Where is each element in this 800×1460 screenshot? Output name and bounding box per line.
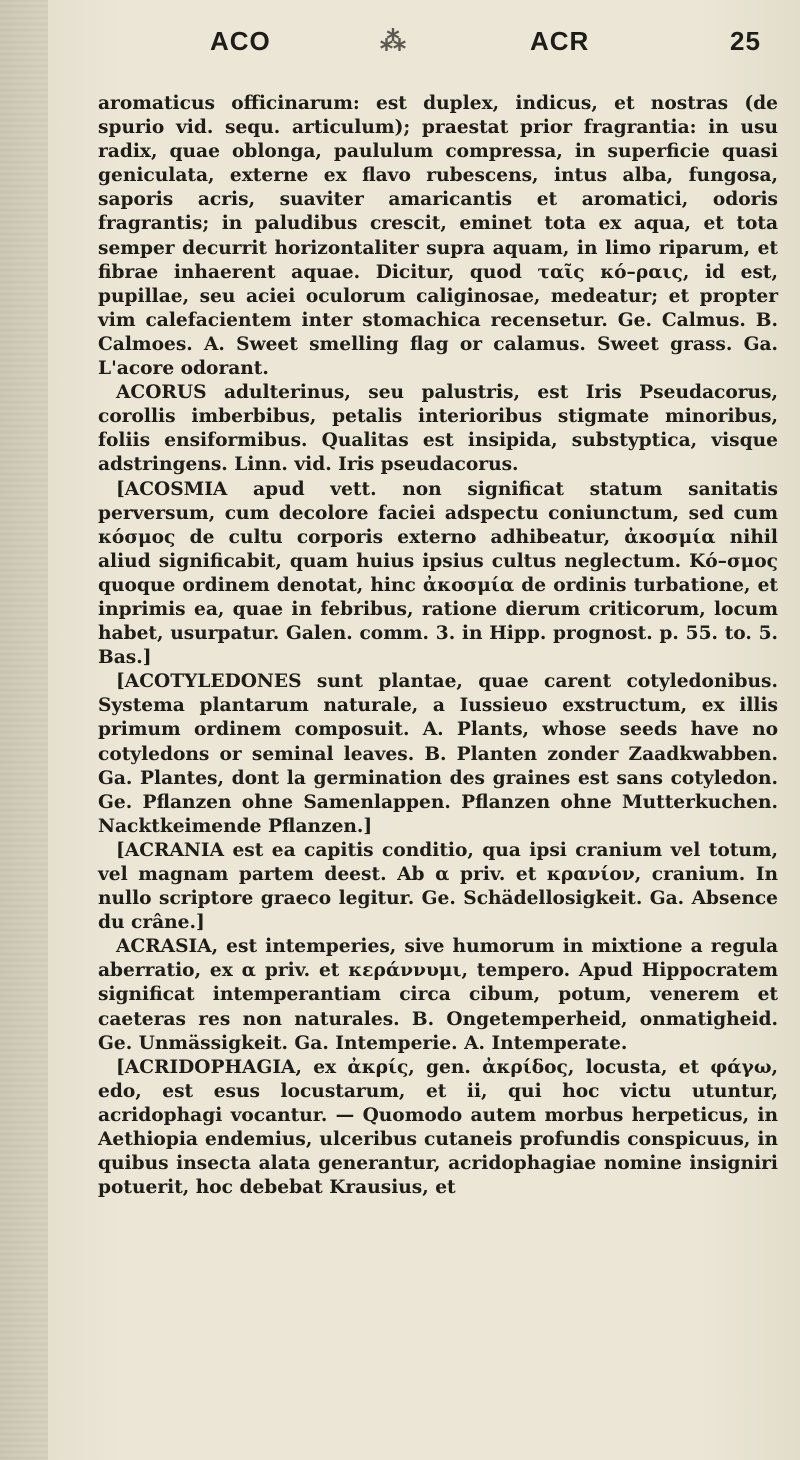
paragraph-aromaticus: aromaticus officinarum: est duplex, indicus, et nostras (de spurio vid. sequ. articulum); praestat prior fragrantia: in usu radix, quae oblonga, paululum compressa, in superficie quasi geniculata, externe ex flavo rubescens, intus alba, fungosa, saporis acris, suaviter amaricantis et aromatici, odoris fragrantis; in paludibus crescit, eminet tota ex aqua, et tota semper decurrit horizontaliter supra aquam, in limo riparum, et fibrae inhaerent aquae. Dicitur, quod ταῖς κό–ραις, id est, pupillae, seu aciei oculorum caliginosae, medeatur; et propter vim calefacientem inter stomachica recensetur. Ge. Calmus. B. Calmoes. A. Sweet smelling flag or calamus. Sweet grass. Ga. L'acore odorant. xyxy=(98,93,778,380)
body-text xyxy=(98,92,778,1200)
entry-acridophagia: [ACRIDOPHAGIA, ex ἀκρίς, gen. ἀκρίδος, locusta, et φάγω, edo, est esus locustarum, et ii, qui hoc victu utuntur, acridophagi vocantur. — Quomodo autem morbus herpeticus, in Aethiopia endemius, ulceribus cutaneis profundis conspicuus, in quibus insecta alata generantur, acridophagiae nomine insigniri potuerit, hoc debebat Krausius, et xyxy=(98,1056,778,1199)
header-left-word: ACO xyxy=(210,26,271,56)
entry-acosmia: [ACOSMIA apud vett. non significat statum sanitatis perversum, cum decolore faciei adspectu coniunctum, sed cum κόσμος de cultu corporis externo adhibeatur, ἀκοσμία nihil aliud significabit, quam huius ipsius cultus neglectum. Κό–σμος quoque ordinem denotat, hinc ἀκοσμία de ordinis turbatione, et inprimis ea, quae in febribus, ratione dierum criticorum, locum habet, usurpatur. Galen. comm. 3. in Hipp. prognost. p. 55. to. 5. Bas.] xyxy=(98,478,778,669)
entry-acotyledones: [ACOTYLEDONES sunt plantae, quae carent cotyledonibus. Systema plantarum naturale, a Iussieuo exstructum, ex illis primum ordinem composuit. A. Plants, whose seeds have no cotyledons or seminal leaves. B. Planten zonder Zaadkwabben. Ga. Plantes, dont la germination des graines est sans cotyledon. Ge. Pflanzen ohne Samenlappen. Pflanzen ohne Mutterkuchen. Nacktkeimende Pflanzen.] xyxy=(98,671,778,837)
entry-acrania: [ACRANIA est ea capitis conditio, qua ipsi cranium vel totum, vel magnam partem deest. Ab α priv. et κρανίον, cranium. In nullo scriptore graeco legitur. Ge. Schädellosigkeit. Ga. Absence du crâne.] xyxy=(98,839,778,934)
page-number: 25 xyxy=(730,26,761,56)
entry-acorus: ACORUS adulterinus, seu palustris, est Iris Pseudacorus, corollis imberbibus, petalis interioribus stigmate minoribus, foliis ensiformibus. Qualitas est insipida, substyptica, visque adstringens. Linn. vid. Iris pseudacorus. xyxy=(98,382,778,476)
running-header xyxy=(210,18,770,62)
page-gutter xyxy=(0,0,48,1460)
entry-acrasia: ACRASIA, est intemperies, sive humorum in mixtione a regula aberratio, ex α priv. et κεράννυμι, tempero. Apud Hippocratem significat intemperantiam circa cibum, potum, venerem et caeteras res non naturales. B. Ongetemperheid, onmatigheid. Ge. Unmässigkeit. Ga. Intemperie. A. Intemperate. xyxy=(98,936,778,1054)
header-ornament: ⁂ xyxy=(380,26,407,56)
header-right-word: ACR xyxy=(530,26,590,56)
